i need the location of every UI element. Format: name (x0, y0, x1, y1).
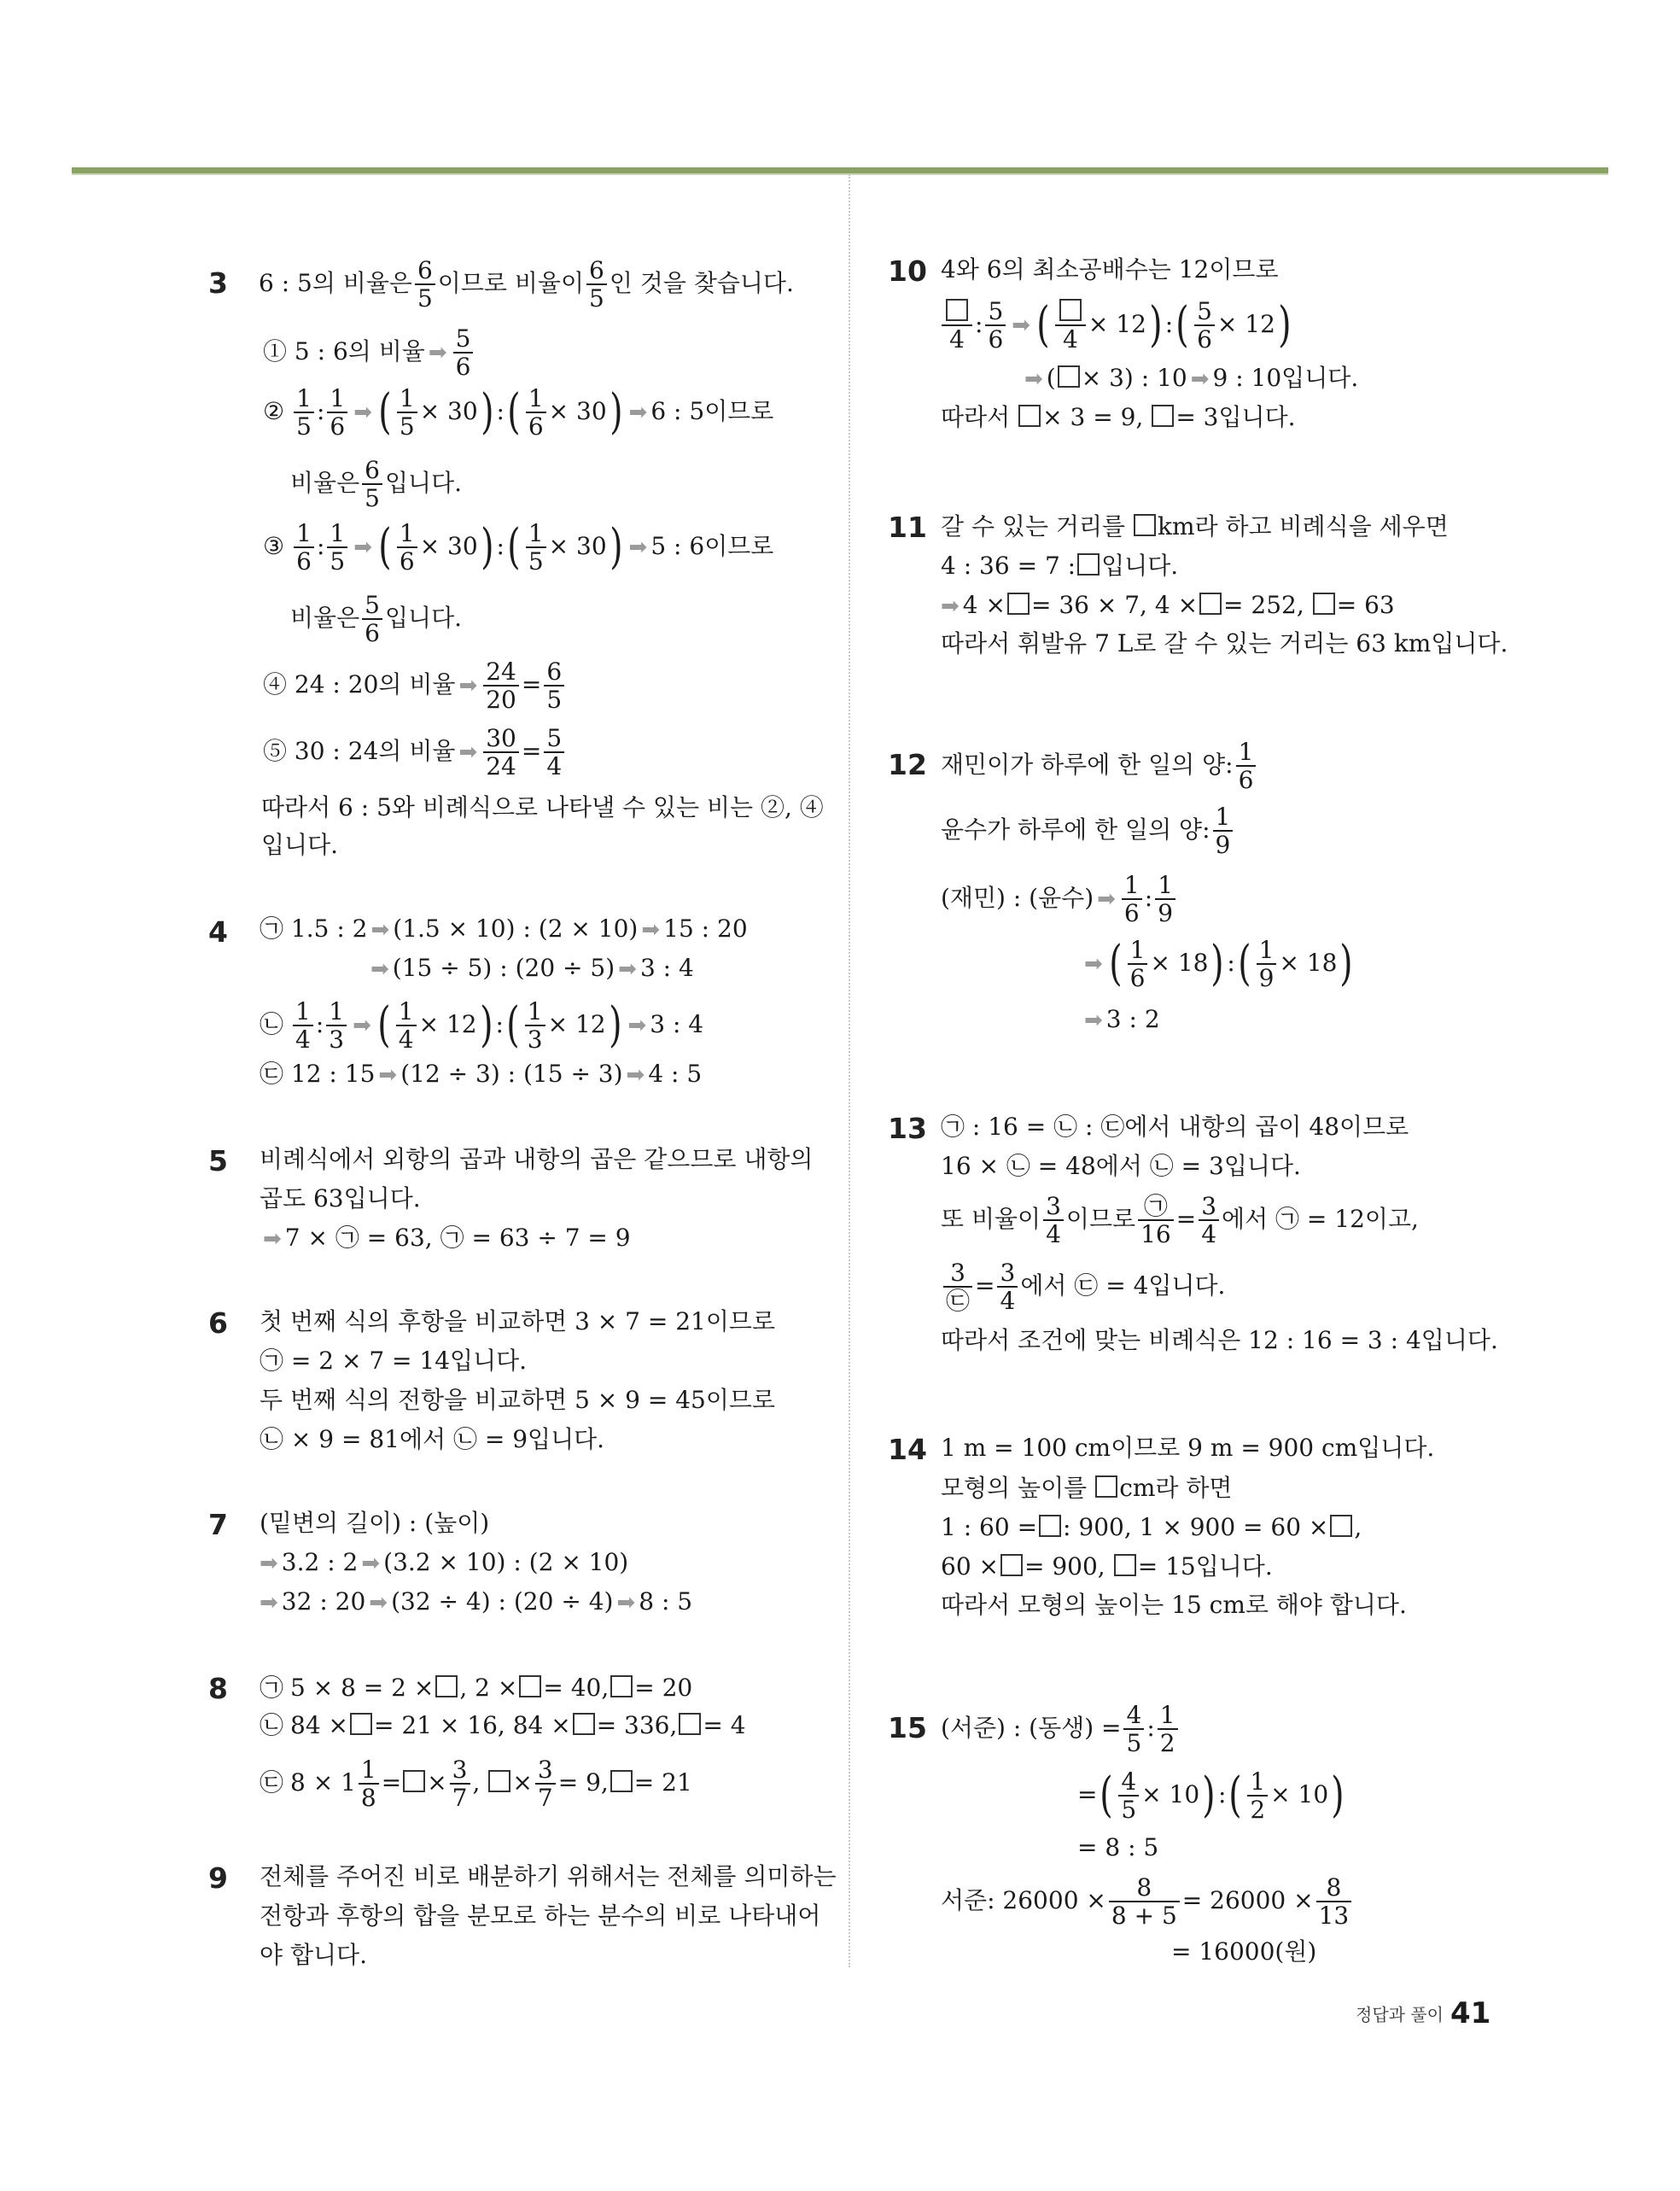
p5-line-3: ➡ 7 × ㉠ = 63, ㉠ = 63 ÷ 7 = 9 (263, 1224, 631, 1252)
blank-box (679, 1713, 701, 1735)
p11-line-3: ➡ 4 × = 36 × 7, 4 × = 252, = 63 (941, 591, 1395, 619)
p5-line-1: 비례식에서 외항의 곱과 내항의 곱은 같으므로 내항의 (260, 1145, 814, 1173)
p11-line-1: 갈 수 있는 거리를 km라 하고 비례식을 세우면 (941, 512, 1449, 540)
p15-line-1: (서준) : (동생) = $\frac{4}{5}$ : $\frac{1}{2}$ (941, 1703, 1181, 1756)
p3-line-1: 6 : 5의 비율은 $\frac{6}{5}$ 이므로 비율이 $\frac{6}{5}$ 인 것을 찾습니다. (259, 256, 794, 313)
p8-line-a: ㉠ 5 × 8 = 2 × , 2 × = 40, = 20 (260, 1674, 693, 1702)
arrow-icon: ➡ (260, 1590, 278, 1615)
blank-box (1018, 405, 1041, 427)
blank-box (519, 1675, 541, 1697)
arrow-icon: ➡ (641, 917, 661, 943)
p13-line-2: 16 × ㉡ = 48에서 ㉡ = 3입니다. (941, 1152, 1301, 1180)
arrow-icon: ➡ (458, 672, 478, 698)
problem-number: 15 (888, 1711, 927, 1744)
arrow-icon: ➡ (369, 1590, 388, 1615)
p6-line-2: ㉠ = 2 × 7 = 14입니다. (260, 1347, 528, 1375)
p4-line-b: ㉡ $\frac{1}{4}$ : $\frac{1}{3}$ ➡ ( $\frac{1}{4}$ × 12) :( $\frac{1}{3}$ × 12) ➡ 3 : 4 (260, 997, 704, 1055)
p12-line-3: (재민) : (윤수) ➡ $\frac{1}{6}$ : $\frac{1}{9}$ (941, 873, 1178, 926)
blank-box (1199, 593, 1222, 615)
p14-line-2: 모형의 높이를 cm라 하면 (941, 1474, 1233, 1502)
p3-item-2-rate: 비율은 $\frac{6}{5}$ 입니다. (290, 456, 463, 513)
blank-box (1152, 405, 1174, 427)
blank-box (1330, 1515, 1352, 1537)
p13-line-3: 또 비율이 $\frac{3}{4}$ 이므로 $\frac{㉠}{16}$ = $\frac{3}{4}$ 에서 ㉠ = 12이고, (941, 1192, 1419, 1249)
p15-line-3: = 8 : 5 (1077, 1833, 1159, 1861)
p9-line-2: 전항과 후항의 합을 분모로 하는 분수의 비로 나타내어 (260, 1902, 821, 1930)
arrow-icon: ➡ (616, 1590, 636, 1615)
p3-conclusion-1: 따라서 6 : 5와 비례식으로 나타낼 수 있는 비는 ②, ④ (261, 793, 824, 821)
arrow-icon: ➡ (618, 956, 637, 982)
arrow-icon: ➡ (1084, 1008, 1103, 1033)
p9-line-3: 야 합니다. (260, 1941, 367, 1969)
arrow-icon: ➡ (628, 534, 648, 560)
p10-line-1: 4와 6의 최소공배수는 12이므로 (941, 255, 1279, 283)
arrow-icon: ➡ (1097, 885, 1116, 912)
problem-number: 13 (888, 1112, 927, 1145)
blank-box (1095, 1475, 1117, 1498)
blank-box (1007, 593, 1030, 615)
p15-line-2: =( $\frac{4}{5}$ × 10) :( $\frac{1}{2}$ × 10) (1077, 1767, 1345, 1825)
p14-line-1: 1 m = 100 cm이므로 9 m = 900 cm입니다. (941, 1434, 1435, 1462)
p10-line-3: ➡ ( × 3) : 10 ➡ 9 : 10입니다. (1024, 364, 1359, 392)
blank-box (946, 299, 968, 321)
blank-box (350, 1713, 372, 1735)
arrow-icon: ➡ (378, 1062, 398, 1088)
footer-label: 정답과 풀이 (1356, 2004, 1444, 2025)
blank-box (610, 1770, 633, 1792)
blank-box (1039, 1515, 1061, 1537)
p3-item-3-rate: 비율은 $\frac{5}{6}$ 입니다. (290, 591, 463, 648)
arrow-icon: ➡ (353, 534, 372, 560)
p3-item-1: ① 5 : 6의 비율 ➡ $\frac{5}{6}$ (263, 326, 475, 380)
arrow-icon: ➡ (260, 1551, 278, 1576)
p12-line-5: ➡ 3 : 2 (1084, 1005, 1160, 1033)
blank-box (1000, 1554, 1023, 1576)
blank-box (488, 1770, 510, 1792)
blank-box (1134, 514, 1156, 536)
p6-line-1: 첫 번째 식의 후항을 비교하면 3 × 7 = 21이므로 (260, 1307, 776, 1335)
arrow-icon: ➡ (628, 399, 648, 425)
p15-line-5: = 16000(원) (1171, 1937, 1317, 1966)
header-rule-shadow (72, 173, 1608, 175)
arrow-icon: ➡ (361, 1551, 381, 1576)
p14-line-5: 따라서 모형의 높이는 15 cm로 해야 합니다. (941, 1591, 1407, 1619)
problem-number: 12 (888, 748, 927, 781)
p13-line-1: ㉠ : 16 = ㉡ : ㉢에서 내항의 곱이 48이므로 (941, 1113, 1409, 1141)
blank-box (1059, 299, 1082, 321)
p4-line-a1: ㉠ 1.5 : 2 ➡ (1.5 × 10) : (2 × 10) ➡ 15 : 20 (260, 914, 748, 943)
arrow-icon: ➡ (627, 1012, 647, 1038)
blank-box (1058, 365, 1080, 388)
blank-box (610, 1675, 633, 1697)
arrow-icon: ➡ (370, 917, 390, 943)
p14-line-3: 1 : 60 = : 900, 1 × 900 = 60 × , (941, 1513, 1362, 1541)
p4-line-c: ㉢ 12 : 15 ➡ (12 ÷ 3) : (15 ÷ 3) ➡ 4 : 5 (260, 1060, 703, 1088)
problem-number: 11 (888, 511, 927, 544)
problem-number: 3 (208, 266, 228, 300)
p11-line-2: 4 : 36 = 7 : 입니다. (941, 552, 1179, 580)
problem-number: 6 (208, 1306, 228, 1340)
blank-box (435, 1675, 458, 1697)
p13-line-4: $\frac{3}{㉢}$ = $\frac{3}{4}$ 에서 ㉢ = 4입니다. (941, 1260, 1225, 1314)
p3-item-5: ⑤ 30 : 24의 비율 ➡ $\frac{30}{24}$ = $\frac{5}{4}$ (263, 726, 567, 780)
p7-line-2: ➡ 3.2 : 2 ➡ (3.2 × 10) : (2 × 10) (260, 1548, 629, 1576)
p3-item-4: ④ 24 : 20의 비율 ➡ $\frac{24}{20}$ = $\frac{6}{5}$ (263, 659, 567, 713)
arrow-icon: ➡ (370, 956, 389, 982)
p8-line-b: ㉡ 84 × = 21 × 16, 84 × = 336, = 4 (260, 1711, 746, 1739)
page-number: 41 (1450, 1996, 1491, 2030)
arrow-icon: ➡ (458, 739, 478, 765)
problem-number: 9 (208, 1861, 228, 1895)
header-rule (72, 167, 1608, 173)
column-divider (849, 174, 850, 1967)
blank-box (1077, 553, 1100, 576)
p14-line-4: 60 × = 900, = 15입니다. (941, 1552, 1273, 1580)
p12-line-1: 재민이가 하루에 한 일의 양: $\frac{1}{6}$ (941, 739, 1258, 793)
p4-line-a2: ➡ (15 ÷ 5) : (20 ÷ 5) ➡ 3 : 4 (370, 954, 694, 982)
arrow-icon: ➡ (626, 1062, 645, 1088)
arrow-icon: ➡ (1190, 366, 1210, 392)
blank-box (1114, 1554, 1136, 1576)
problem-number: 8 (208, 1672, 228, 1705)
p6-line-3: 두 번째 식의 전항을 비교하면 5 × 9 = 45이므로 (260, 1386, 776, 1414)
p5-line-2: 곱도 63입니다. (260, 1184, 421, 1212)
p9-line-1: 전체를 주어진 비로 배분하기 위해서는 전체를 의미하는 (260, 1862, 837, 1890)
problem-number: 10 (888, 254, 927, 288)
arrow-icon: ➡ (263, 1226, 282, 1252)
p6-line-4: ㉡ × 9 = 81에서 ㉡ = 9입니다. (260, 1425, 605, 1453)
p8-line-c: ㉢ 8 × 1 $\frac{1}{8}$ = × $\frac{3}{7}$ , × $\frac{3}{7}$ = 9, = 21 (260, 1756, 692, 1813)
arrow-icon: ➡ (353, 399, 372, 425)
p15-line-4: 서준: 26000 × $\frac{8}{8 + 5}$ = 26000 × $\frac{8}{13}$ (941, 1875, 1354, 1929)
blank-box (573, 1713, 595, 1735)
problem-number: 4 (208, 915, 228, 949)
p7-line-3: ➡ 32 : 20 ➡ (32 ÷ 4) : (20 ÷ 4) ➡ 8 : 5 (260, 1587, 693, 1615)
arrow-icon: ➡ (353, 1012, 371, 1038)
p12-line-4: ➡ ( $\frac{1}{6}$ × 18) :( $\frac{1}{9}$ × 18) (1084, 936, 1354, 993)
p3-item-2: ② $\frac{1}{5}$ : $\frac{1}{6}$ ➡ ( $\frac{1}{5}$ × 30) :( $\frac{1}{6}$ × 30) ➡ 6 : 5이므로 (263, 384, 774, 441)
arrow-icon: ➡ (1012, 312, 1031, 338)
arrow-icon: ➡ (1024, 366, 1043, 392)
p11-line-4: 따라서 휘발유 7 L로 갈 수 있는 거리는 63 km입니다. (941, 629, 1508, 657)
page-footer (1356, 1996, 1490, 2030)
problem-number: 7 (208, 1508, 228, 1541)
p3-item-3: ③ $\frac{1}{6}$ : $\frac{1}{5}$ ➡ ( $\frac{1}{6}$ × 30) :( $\frac{1}{5}$ × 30) ➡ 5 : 6이므로 (263, 519, 774, 576)
arrow-icon: ➡ (941, 593, 960, 619)
p3-conclusion-2: 입니다. (261, 831, 339, 859)
p10-line-4: 따라서 × 3 = 9, = 3입니다. (941, 403, 1296, 431)
problem-number: 14 (888, 1433, 927, 1466)
problem-number: 5 (208, 1144, 228, 1177)
arrow-icon: ➡ (428, 339, 447, 365)
p10-line-2: 4 : $\frac{5}{6}$ ➡ ( 4 × 12) :( $\frac{5}{6}$ × 12) (939, 299, 1294, 353)
p7-line-1: (밑변의 길이) : (높이) (260, 1509, 490, 1537)
arrow-icon: ➡ (1084, 950, 1103, 977)
blank-box (1313, 593, 1335, 615)
p12-line-2: 윤수가 하루에 한 일의 양: $\frac{1}{9}$ (941, 804, 1235, 858)
p13-line-5: 따라서 조건에 맞는 비례식은 12 : 16 = 3 : 4입니다. (941, 1326, 1498, 1354)
blank-box (403, 1770, 425, 1792)
